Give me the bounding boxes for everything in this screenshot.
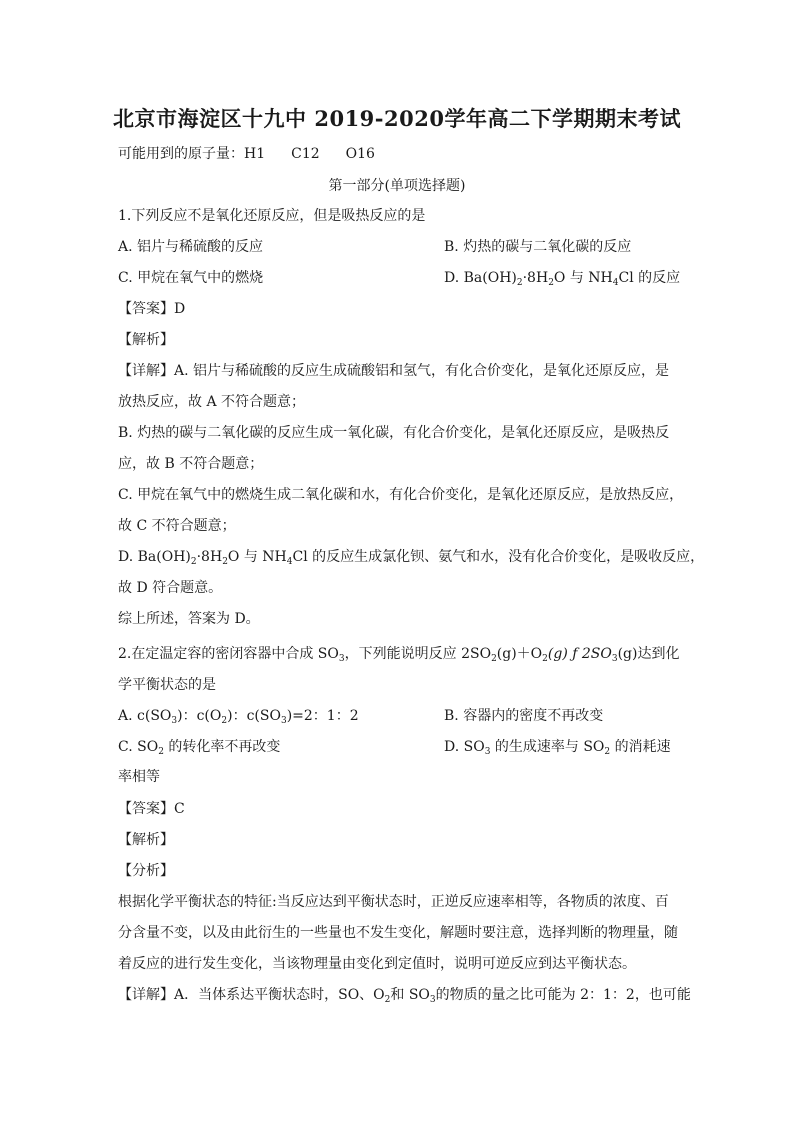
q1-option-a: A. 铝片与稀硫酸的反应: [118, 239, 264, 255]
q2-fenxi-heading: 【分析】: [118, 863, 174, 879]
atomic-weights-label: 可能用到的原子量：: [118, 146, 244, 162]
q1-detail-b-line1: B. 灼热的碳与二氧化碳的反应生成一氧化碳，有化合价变化，是氧化还原反应，是吸热反: [118, 425, 670, 441]
q1-detail-d-line1: D. $Ba(OH)_2\cdot 8H_2O$ 与 $NH_4Cl$ 的反应生成氯化钡、氨气和水，没有化合价变化，是吸收反应，: [118, 549, 705, 567]
atomic-h: H1: [244, 146, 266, 162]
question-2-stem-line2: 学平衡状态的是: [118, 677, 216, 693]
q2-answer: 【答案】C: [118, 801, 185, 817]
q2-paragraph-line1: 根据化学平衡状态的特征:当反应达到平衡状态时，正逆反应速率相等，各物质的浓度、百: [118, 894, 669, 910]
q1-option-d: D. $Ba(OH)_2\cdot 8H_2O$ 与 $NH_4Cl$ 的反应: [444, 270, 681, 288]
q2-paragraph-line2: 分含量不变，以及由此衍生的一些量也不发生变化，解题时要注意，选择判断的物理量，随: [118, 925, 678, 941]
page-title: 北京市海淀区十九中 2019-2020学年高二下学期期末考试: [113, 106, 681, 131]
atomic-weights-line: [118, 144, 678, 164]
q1-detail-d-line2: 故 D 符合题意。: [118, 580, 223, 596]
q1-detail-a-line1: 【详解】A. 铝片与稀硫酸的反应生成硫酸铝和氢气，有化合价变化，是氧化还原反应，是: [118, 363, 670, 379]
q2-paragraph-line3: 着反应的进行发生变化，当该物理量由变化到定值时，说明可逆反应到达平衡状态。: [118, 956, 636, 972]
question-2-stem-line1: 2.在定温定容的密闭容器中合成 $SO_3$，下列能说明反应 $2SO_2(g)+O_2(g)$ ƒ $2SO_3(g)$达到化: [118, 646, 680, 664]
q2-option-d: D. $SO_3$ 的生成速率与 $SO_2$ 的消耗速: [444, 739, 671, 757]
q1-answer: 【答案】D: [118, 301, 186, 317]
q1-analysis-heading: 【解析】: [118, 332, 174, 348]
question-1-stem: 1.下列反应不是氧化还原反应，但是吸热反应的是: [118, 208, 426, 224]
q2-option-c: C. $SO_2$ 的转化率不再改变: [118, 739, 281, 757]
q1-option-c: C. 甲烷在氧气中的燃烧: [118, 270, 264, 286]
q1-detail-c-line2: 故 C 不符合题意；: [118, 518, 236, 534]
q1-detail-b-line2: 应，故 B 不符合题意；: [118, 456, 264, 472]
q2-detail-line1: 【详解】A．当体系达平衡状态时，SO、$O_2$和 $SO_3$的物质的量之比可能为 2：1：2，也可能: [118, 987, 691, 1005]
atomic-o: O16: [345, 146, 375, 162]
reversible-arrow: (g) ƒ 2SO: [547, 646, 612, 662]
q1-summary: 综上所述，答案为 D。: [118, 611, 260, 627]
section-heading: 第一部分(单项选择题): [328, 178, 466, 194]
q1-option-b: B. 灼热的碳与二氧化碳的反应: [444, 239, 632, 255]
q1-detail-c-line1: C. 甲烷在氧气中的燃烧生成二氧化碳和水，有化合价变化，是氧化还原反应，是放热反应，: [118, 487, 684, 503]
q2-option-b: B. 容器内的密度不再改变: [444, 708, 604, 724]
q2-option-d-continued: 率相等: [118, 769, 160, 785]
atomic-c: C12: [291, 146, 320, 162]
q1-detail-a-line2: 放热反应，故 A 不符合题意；: [118, 394, 306, 410]
q2-option-a: A. $c(SO_3)$：$c(O_2)$：$c(SO_3)=2$：1：2: [118, 708, 359, 726]
q2-analysis-heading: 【解析】: [118, 832, 174, 848]
